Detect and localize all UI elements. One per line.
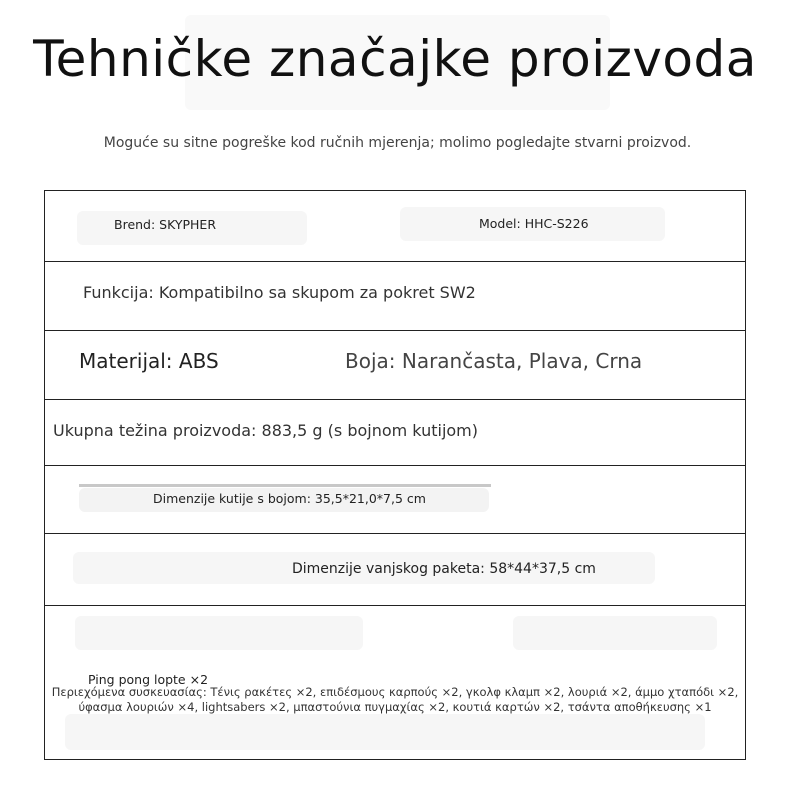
function-value: Funkcija: Kompatibilno sa skupom za pokret SW2 <box>83 283 476 302</box>
material-value: Materijal: ABS <box>79 349 219 373</box>
spec-row-material-color <box>45 331 745 400</box>
spec-row-function <box>45 262 745 331</box>
cell-artifact <box>513 616 717 650</box>
extra-item-value: Ping pong lopte ×2 <box>88 672 209 687</box>
spec-row-box-dimensions <box>45 466 745 534</box>
page-title: Tehničke značajke proizvoda <box>33 30 757 88</box>
color-value: Boja: Narančasta, Plava, Crna <box>345 349 643 373</box>
box-dimensions-value: Dimenzije kutije s bojom: 35,5*21,0*7,5 cm <box>153 491 426 506</box>
spec-table <box>44 190 746 760</box>
spec-row-contents <box>45 606 745 759</box>
cell-artifact <box>75 616 363 650</box>
spec-row-brand-model <box>45 191 745 262</box>
weight-value: Ukupna težina proizvoda: 883,5 g (s bojnom kutijom) <box>53 421 478 440</box>
brand-value: Brend: SKYPHER <box>114 217 217 232</box>
model-value: Model: HHC-S226 <box>479 216 589 231</box>
contents-line-2: ύφασμα λουριών ×4, lightsabers ×2, μπαστούνια πυγμαχίας ×2, κουτιά καρτών ×2, τσάντα αποθήκευσης ×1 <box>78 700 712 714</box>
cell-artifact <box>65 714 705 750</box>
measurement-disclaimer: Moguće su sitne pogreške kod ručnih mjerenja; molimo pogledajte stvarni proizvod. <box>103 135 692 151</box>
spec-row-weight <box>45 400 745 466</box>
contents-line-1: Περιεχόμενα συσκευασίας: Τένις ρακέτες ×2, επιδέσμους καρπούς ×2, γκολφ κλαμπ ×2, λουριά ×2, άμμο χταπόδι ×2, <box>51 685 739 699</box>
spec-row-outer-dimensions <box>45 534 745 606</box>
outer-dimensions-value: Dimenzije vanjskog paketa: 58*44*37,5 cm <box>292 561 596 577</box>
